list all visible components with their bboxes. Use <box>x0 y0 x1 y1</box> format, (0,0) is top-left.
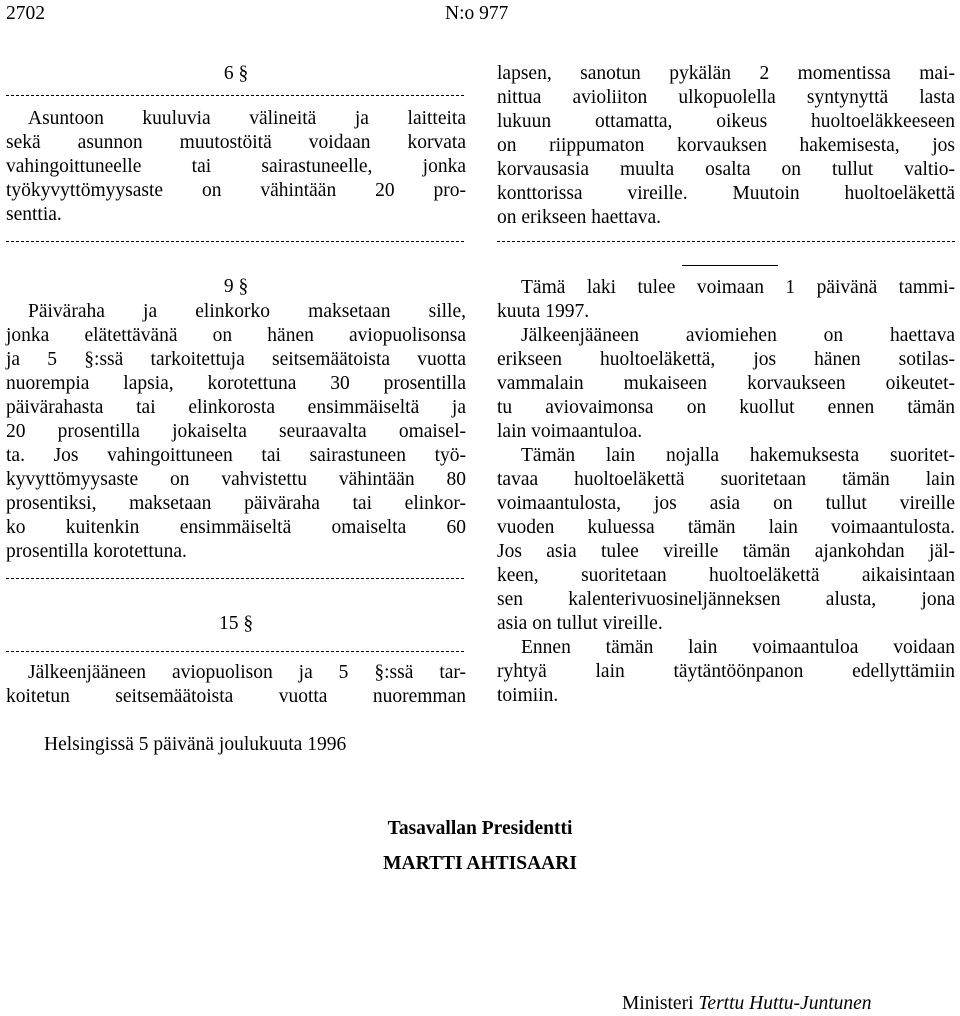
paragraph-line: keen, suoritetaan huoltoeläkettä aikaisintaan <box>497 565 955 586</box>
paragraph-line: ja 5 §:ssä tarkoitettuja seitsemäätoista vuotta <box>6 349 466 370</box>
paragraph-line: vuoden kuluessa tämän lain voimaantulosta. <box>497 517 955 538</box>
minister-signature <box>622 992 872 1016</box>
section-6-heading: 6 § <box>223 63 249 84</box>
minister-title: Ministeri <box>622 993 694 1014</box>
paragraph-line: on riippumaton korvauksen hakemisesta, jos <box>497 135 955 156</box>
paragraph-line: vahingoittuneelle tai sairastuneelle, jonka <box>6 156 466 177</box>
paragraph-line: Tämä laki tulee voimaan 1 päivänä tammi- <box>521 277 955 298</box>
section-9-heading: 9 § <box>223 276 249 297</box>
place-date: Helsingissä 5 päivänä joulukuuta 1996 <box>44 734 347 755</box>
paragraph-line: on erikseen haettava. <box>497 207 662 228</box>
paragraph-line: Tämän lain nojalla hakemuksesta suoritet- <box>521 445 955 466</box>
issue-number: N:o 977 <box>445 3 509 24</box>
paragraph-line: Päiväraha ja elinkorko maksetaan sille, <box>28 301 466 322</box>
paragraph-line: lukuun ottamatta, oikeus huoltoeläkkeeseen <box>497 111 955 132</box>
section-rule <box>682 265 778 266</box>
paragraph-line: Jälkeenjääneen aviopuolison ja 5 §:ssä tar- <box>28 662 466 683</box>
paragraph-line: Jälkeenjääneen aviomiehen on haettava <box>521 325 955 346</box>
omission-dashes <box>6 241 464 242</box>
minister-name: Terttu Huttu-Juntunen <box>698 993 872 1014</box>
paragraph-line: sekä asunnon muutostöitä voidaan korvata <box>6 132 466 153</box>
paragraph-line: korvausasia muulta osalta on tullut valtio- <box>497 159 955 180</box>
paragraph-line: asia on tullut vireille. <box>497 613 663 634</box>
omission-dashes <box>6 95 464 96</box>
omission-dashes <box>497 241 955 242</box>
paragraph-line: senttia. <box>6 204 62 225</box>
paragraph-line: tavaa huoltoeläkettä suoritetaan tämän lain <box>497 469 955 490</box>
omission-dashes <box>6 578 464 579</box>
president-title: Tasavallan Presidentti <box>387 818 573 839</box>
paragraph-line: ta. Jos vahingoittuneen tai sairastuneen työ- <box>6 445 466 466</box>
paragraph-line: sen kalenterivuosineljänneksen alusta, jona <box>497 589 955 610</box>
paragraph-line: 20 prosentilla jokaiselta seuraavalta omaisel- <box>6 421 466 442</box>
paragraph-line: ko kuitenkin ensimmäiseltä omaiselta 60 <box>6 517 466 538</box>
paragraph-line: Jos asia tulee vireille tämän ajankohdan jäl- <box>497 541 955 562</box>
paragraph-line: ryhtyä lain täytäntöönpanon edellyttämiin <box>497 661 955 682</box>
paragraph-line: nuorempia lapsia, korotettuna 30 prosentilla <box>6 373 466 394</box>
paragraph-line: prosentilla korotettuna. <box>6 541 187 562</box>
paragraph-line: työkyvyttömyysaste on vähintään 20 pro- <box>6 180 466 201</box>
president-name: MARTTI AHTISAARI <box>383 853 577 874</box>
omission-dashes <box>6 651 464 652</box>
paragraph-line: toimiin. <box>497 685 559 706</box>
paragraph-line: prosentiksi, maksetaan päiväraha tai elinkor- <box>6 493 466 514</box>
paragraph-line: päivärahasta tai elinkorosta ensimmäiseltä ja <box>6 397 466 418</box>
section-15-heading: 15 § <box>218 613 254 634</box>
paragraph-line: Asuntoon kuuluvia välineitä ja laitteita <box>28 108 466 129</box>
paragraph-line: kyvyttömyysaste on vahvistettu vähintään 80 <box>6 469 466 490</box>
paragraph-line: nittua avioliiton ulkopuolella syntynyttä lasta <box>497 87 955 108</box>
paragraph-line: erikseen huoltoeläkettä, jos hänen sotilas- <box>497 349 955 370</box>
paragraph-line: jonka elätettävänä on hänen aviopuolisonsa <box>6 325 466 346</box>
paragraph-line: voimaantulosta, jos asia on tullut vireille <box>497 493 955 514</box>
paragraph-line: vammalain mukaiseen korvaukseen oikeutet- <box>497 373 955 394</box>
paragraph-line: kuuta 1997. <box>497 301 590 322</box>
paragraph-line: tu aviovaimonsa on kuollut ennen tämän <box>497 397 955 418</box>
paragraph-line: lain voimaantuloa. <box>497 421 643 442</box>
paragraph-line: koitetun seitsemäätoista vuotta nuoremman <box>6 686 466 707</box>
paragraph-line: konttorissa vireille. Muutoin huoltoeläkettä <box>497 183 955 204</box>
page-number: 2702 <box>6 3 45 24</box>
paragraph-line: lapsen, sanotun pykälän 2 momentissa mai- <box>497 63 955 84</box>
paragraph-line: Ennen tämän lain voimaantuloa voidaan <box>521 637 955 658</box>
